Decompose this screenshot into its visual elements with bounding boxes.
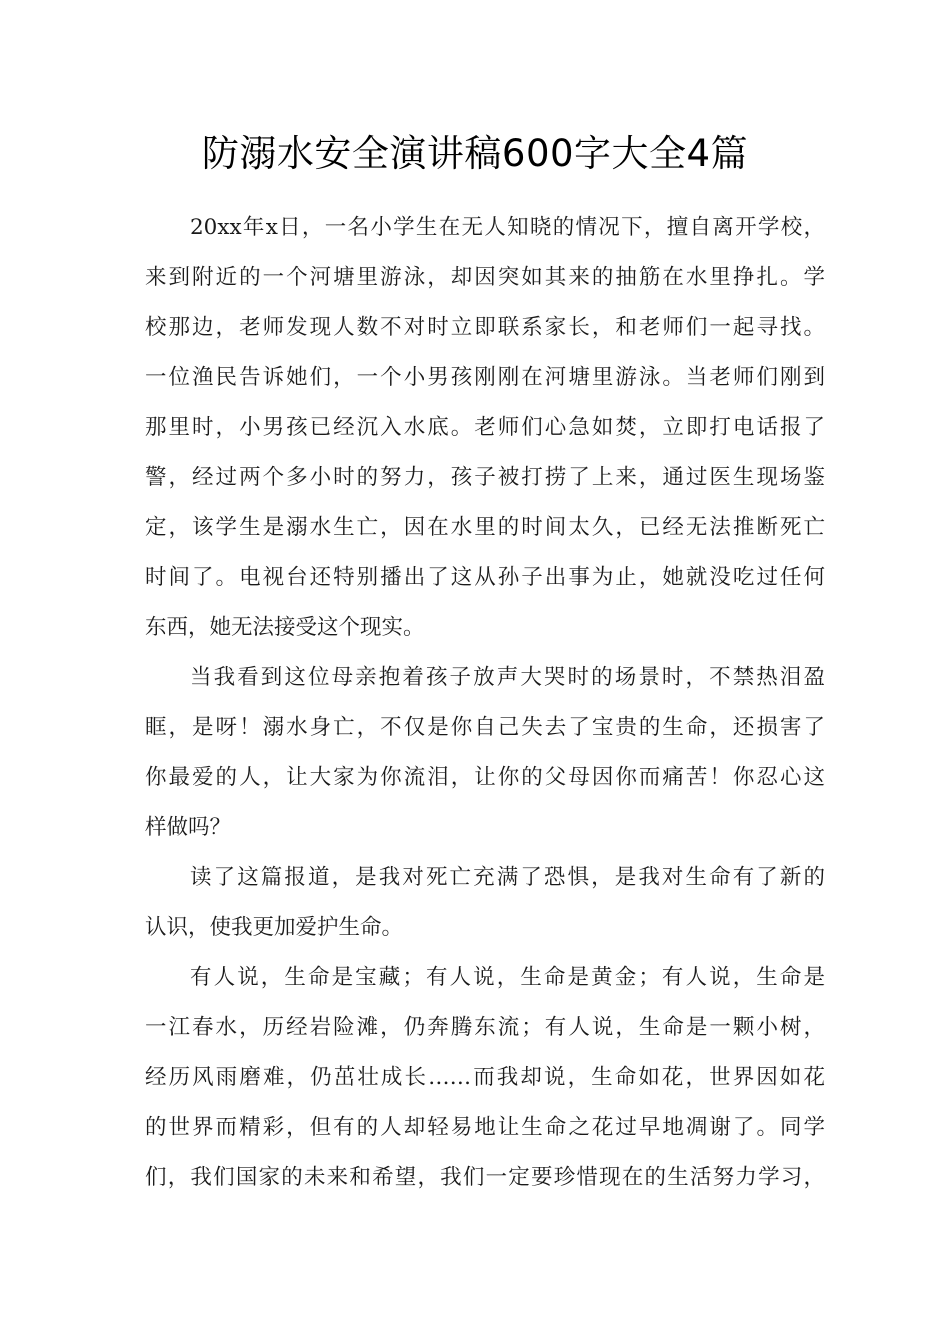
paragraph-2 <box>145 653 825 853</box>
paragraph-1 <box>145 203 825 653</box>
text-line: 有人说，生命是宝藏；有人说，生命是黄金；有人说，生命是 <box>190 965 825 990</box>
text-line: 你最爱的人，让大家为你流泪，让你的父母因你而痛苦！你忍心这 <box>145 765 825 790</box>
text-line: 样做吗？ <box>145 815 232 840</box>
document-title: 防溺水安全演讲稿600字大全4篇 <box>201 132 749 175</box>
text-line: 一位渔民告诉她们，一个小男孩刚刚在河塘里游泳。当老师们刚到 <box>145 365 825 390</box>
text-line: 们，我们国家的未来和希望，我们一定要珍惜现在的生活努力学习， <box>145 1165 825 1190</box>
text-line: 读了这篇报道，是我对死亡充满了恐惧，是我对生命有了新的 <box>190 865 825 890</box>
paragraph-4 <box>145 953 825 1203</box>
text-line: 来到附近的一个河塘里游泳，却因突如其来的抽筋在水里挣扎。学 <box>145 265 825 290</box>
text-line: 警，经过两个多小时的努力，孩子被打捞了上来，通过医生现场鉴 <box>145 465 825 490</box>
paragraph-3 <box>145 853 825 953</box>
text-line: 20xx年x日，一名小学生在无人知晓的情况下，擅自离开学校， <box>190 215 825 240</box>
text-line: 经历风雨磨难，仍茁壮成长……而我却说，生命如花，世界因如花 <box>145 1065 825 1090</box>
text-line: 东西，她无法接受这个现实。 <box>145 615 425 640</box>
text-line: 当我看到这位母亲抱着孩子放声大哭时的场景时，不禁热泪盈 <box>190 665 825 690</box>
text-line: 眶，是呀！溺水身亡，不仅是你自己失去了宝贵的生命，还损害了 <box>145 715 825 740</box>
text-line: 校那边，老师发现人数不对时立即联系家长，和老师们一起寻找。 <box>145 315 825 340</box>
text-line: 定，该学生是溺水生亡，因在水里的时间太久，已经无法推断死亡 <box>145 515 825 540</box>
text-line: 那里时，小男孩已经沉入水底。老师们心急如焚，立即打电话报了 <box>145 415 825 440</box>
text-line: 认识，使我更加爱护生命。 <box>145 915 404 940</box>
document-body <box>145 203 825 1203</box>
text-line: 一江春水，历经岩险滩，仍奔腾东流；有人说，生命是一颗小树， <box>145 1015 825 1040</box>
text-line: 时间了。电视台还特别播出了这从孙子出事为止，她就没吃过任何 <box>145 565 825 590</box>
text-line: 的世界而精彩，但有的人却轻易地让生命之花过早地凋谢了。同学 <box>145 1115 825 1140</box>
